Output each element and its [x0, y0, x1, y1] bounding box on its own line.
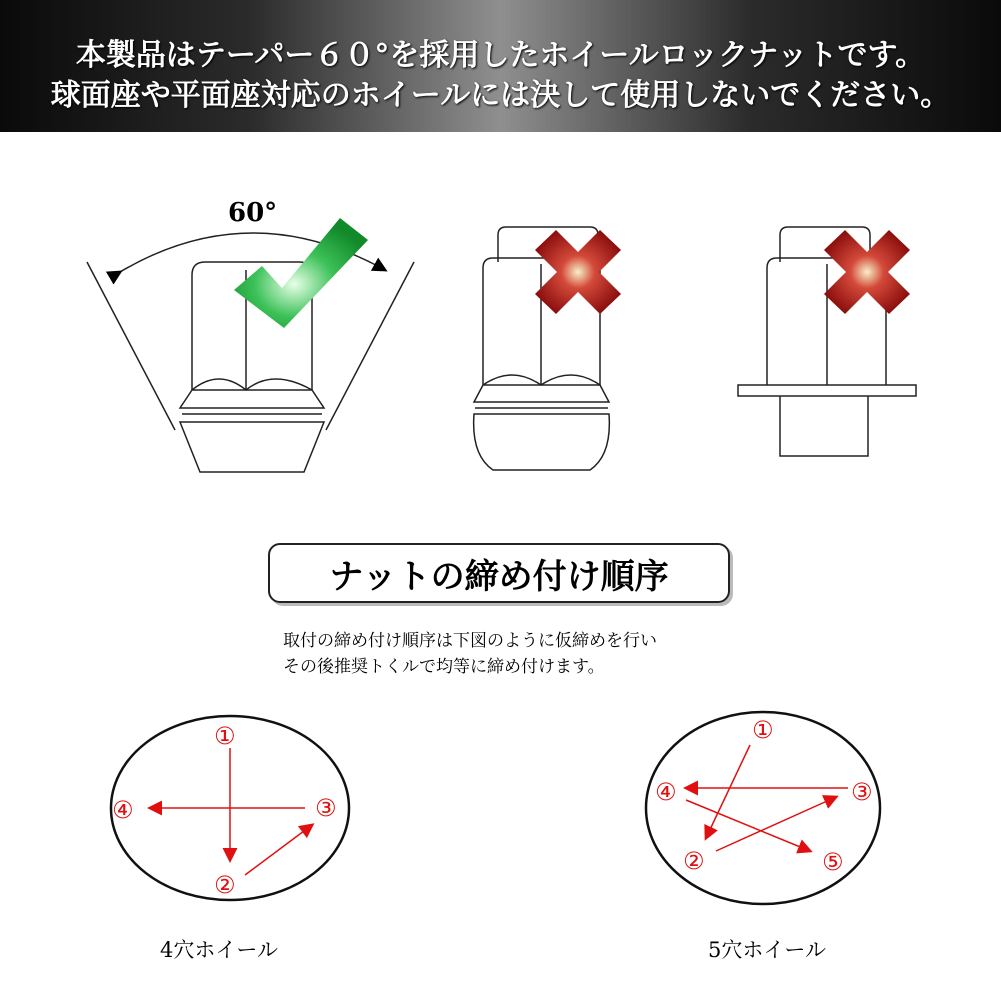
bolt-label-3: ③ — [851, 778, 873, 806]
seat-type-diagram — [0, 132, 1001, 492]
arrow-4-5 — [686, 800, 810, 851]
bolt-label-5: ⑤ — [822, 848, 844, 876]
four-hole-diagram — [111, 716, 349, 900]
instruction-line-1: 取付の締め付け順序は下図のように仮締めを行い — [283, 631, 657, 651]
banner-line-2: 球面座や平面座対応のホイールには決して使用しないでください。 — [50, 78, 951, 113]
bolt-label-2: ② — [214, 871, 236, 899]
four-hole-caption: 4穴ホイール — [160, 938, 278, 962]
section-header — [268, 543, 730, 603]
bolt-label-1: ① — [752, 716, 774, 744]
bolt-label-4: ④ — [112, 796, 134, 824]
check-icon — [234, 218, 368, 328]
five-hole-caption: 5穴ホイール — [708, 938, 826, 962]
arrow-2-3 — [245, 825, 312, 875]
angle-label: 60° — [228, 198, 278, 228]
bolt-label-2: ② — [683, 847, 705, 875]
warning-banner — [0, 0, 1001, 132]
instruction-line-2: その後推奨トくルで均等に締め付けます。 — [283, 657, 605, 677]
arrow-2-3 — [716, 797, 836, 851]
bolt-label-1: ① — [214, 722, 236, 750]
cross-icon — [824, 230, 910, 314]
tightening-sequence-diagrams — [0, 690, 1001, 920]
five-hole-diagram — [646, 712, 880, 904]
taper-seat-nut — [87, 233, 414, 472]
cross-icon — [535, 230, 621, 314]
banner-line-1: 本製品はテーパー６０°を採用したホイールロックナットです。 — [75, 38, 926, 73]
section-title: ナットの締め付け順序 — [329, 556, 669, 597]
bolt-label-4: ④ — [655, 778, 677, 806]
bolt-label-3: ③ — [315, 794, 337, 822]
